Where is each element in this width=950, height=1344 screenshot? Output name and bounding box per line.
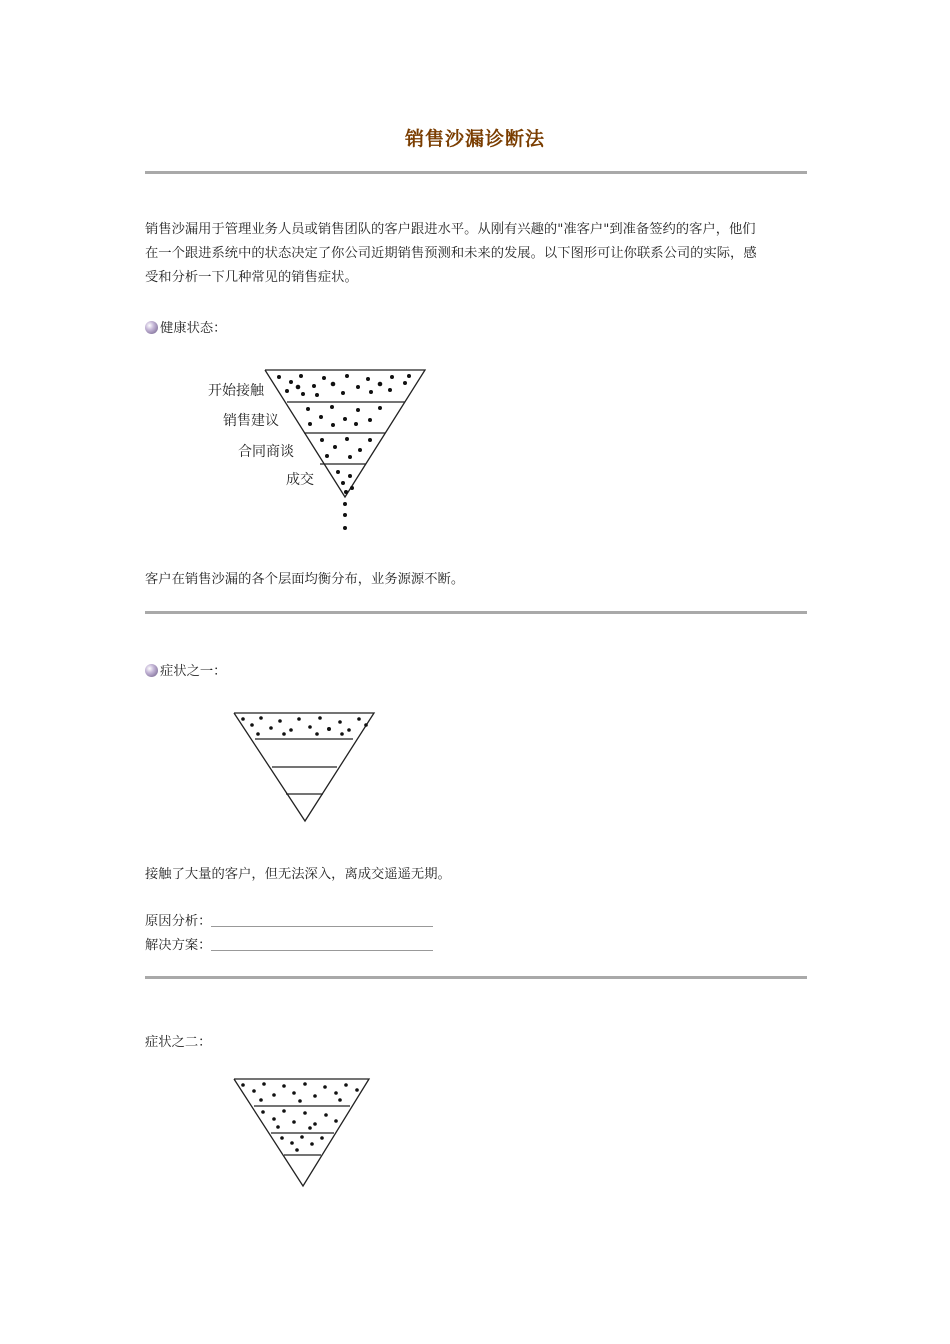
- bullet-icon: [145, 664, 158, 677]
- symptom1-funnel-diagram: [228, 708, 380, 828]
- symptom1-heading-text: 症状之一：: [160, 664, 227, 679]
- cause-row: [145, 910, 433, 929]
- intro-line: 在一个跟进系统中的状态决定了你公司近期销售预测和未来的发展。以下图形可让你联系公司的实际，感: [145, 246, 757, 261]
- bullet-icon: [145, 321, 158, 334]
- intro-line: 受和分析一下几种常见的销售症状。: [145, 270, 358, 285]
- solution-blank-line[interactable]: [211, 938, 433, 951]
- intro-paragraph: [145, 218, 807, 290]
- divider: [145, 976, 807, 979]
- divider: [145, 611, 807, 614]
- symptom1-heading: [145, 660, 226, 679]
- symptom2-heading: 症状之二：: [145, 1035, 212, 1050]
- symptom2-funnel-diagram: [228, 1074, 376, 1192]
- healthy-heading: [145, 317, 226, 336]
- cause-blank-line[interactable]: [211, 914, 433, 927]
- funnel-label: 销售建议: [223, 413, 279, 429]
- funnel-label: 开始接触: [208, 383, 264, 399]
- intro-line: 销售沙漏用于管理业务人员或销售团队的客户跟进水平。从刚有兴趣的"准客户"到准备签约的客户，他们: [145, 222, 756, 237]
- solution-row: [145, 934, 433, 953]
- funnel-label: 合同商谈: [238, 444, 294, 460]
- divider: [145, 171, 807, 174]
- page-title: 销售沙漏诊断法: [404, 128, 545, 150]
- funnel-label: 成交: [286, 472, 314, 488]
- solution-label: 解决方案：: [145, 938, 212, 953]
- symptom1-caption: 接触了大量的客户，但无法深入，离成交遥遥无期。: [145, 867, 451, 882]
- healthy-funnel-diagram: [200, 362, 440, 540]
- healthy-caption: 客户在销售沙漏的各个层面均衡分布，业务源源不断。: [145, 572, 465, 587]
- healthy-heading-text: 健康状态：: [160, 321, 227, 336]
- cause-label: 原因分析：: [145, 914, 212, 929]
